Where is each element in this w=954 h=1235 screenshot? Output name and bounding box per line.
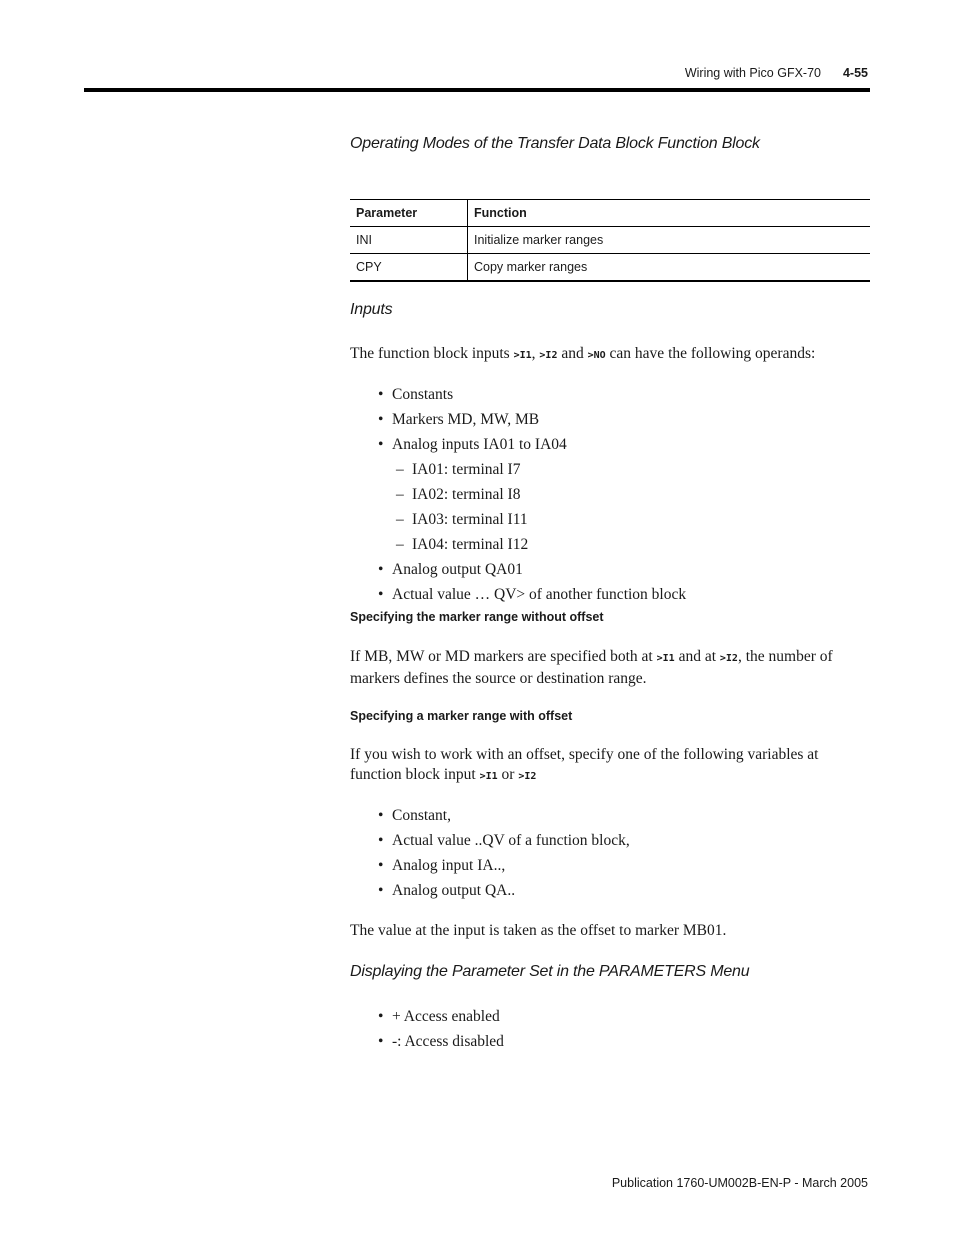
table-row [350,254,870,282]
offset-variables-list [378,803,630,903]
bullet-dash: – [396,486,404,503]
table-header-row [350,200,870,227]
bullet-dot: • [378,882,384,899]
table-cell-parameter: INI [350,227,468,254]
code-i2: >I2 [719,653,738,664]
running-header-title: Wiring with Pico GFX-70 [684,66,821,80]
operating-modes-table [350,199,870,282]
bullet-dot: • [378,857,384,874]
code-i1: >I1 [656,653,675,664]
text-run: If MB, MW or MD markers are specified both at [350,648,657,665]
bullet-dot: • [378,561,384,578]
text-run: If you wish to work with an offset, specify one of the following variables at function block input [350,746,819,783]
list-item [378,1004,504,1029]
table-cell-parameter: CPY [350,254,468,282]
operands-list [378,382,686,607]
list-subitem [378,457,686,482]
list-item [378,853,630,878]
with-offset-paragraph [350,745,870,787]
table-header-parameter: Parameter [350,200,468,227]
bullet-dot: • [378,1033,384,1050]
bullet-dot: • [378,411,384,428]
list-item [378,803,630,828]
bullet-dot: • [378,807,384,824]
list-item-text: Constant, [392,807,451,824]
list-item [378,1029,504,1054]
list-item [378,582,686,607]
list-item-text: Analog input IA.., [392,857,506,874]
bullet-dot: • [378,586,384,603]
list-subitem [378,532,686,557]
bullet-dot: • [378,1008,384,1025]
bullet-dash: – [396,461,404,478]
bullet-dot: • [378,436,384,453]
list-item-text: IA01: terminal I7 [412,461,521,478]
offset-note-paragraph: The value at the input is taken as the offset to marker MB01. [350,922,727,939]
code-i2: >I2 [539,350,558,361]
code-no: >NO [587,350,606,361]
list-item-text: IA03: terminal I11 [412,511,528,528]
list-subitem [378,507,686,532]
list-item-text: IA02: terminal I8 [412,486,521,503]
list-subitem [378,482,686,507]
list-item-text: IA04: terminal I12 [412,536,529,553]
access-list [378,1004,504,1054]
list-item [378,878,630,903]
header-rule [84,88,870,92]
bullet-dash: – [396,536,404,553]
list-item-text: Analog output QA01 [392,561,523,578]
heading-operating-modes: Operating Modes of the Transfer Data Block Function Block [350,135,760,152]
code-i1: >I1 [513,350,532,361]
table-cell-function: Initialize marker ranges [468,227,871,254]
text-run: The function block inputs [350,345,514,362]
text-run: , the number of markers defines the source or destination range. [350,648,833,687]
inputs-paragraph [350,344,870,366]
heading-inputs: Inputs [350,301,393,318]
table-header-function: Function [468,200,871,227]
bullet-dot: • [378,832,384,849]
list-item-text: -: Access disabled [392,1033,504,1050]
list-item-text: Constants [392,386,454,403]
code-i1: >I1 [479,771,498,782]
list-item-text: + Access enabled [392,1008,500,1025]
publication-footer: Publication 1760-UM002B-EN-P - March 2005 [611,1176,868,1190]
text-run: can have the following operands: [605,345,816,362]
heading-with-offset: Specifying a marker range with offset [350,709,573,723]
list-item-text: Analog inputs IA01 to IA04 [392,436,567,453]
without-offset-paragraph [350,647,870,689]
list-item-text: Actual value ..QV of a function block, [392,832,630,849]
list-item-text: Analog output QA.. [392,882,516,899]
list-item-text: Actual value … QV> of another function block [392,586,687,603]
text-run: and at [674,648,720,665]
list-item-text: Markers MD, MW, MB [392,411,540,428]
heading-without-offset: Specifying the marker range without offset [350,610,604,624]
list-item [378,557,686,582]
text-run: , [531,345,540,362]
list-item [378,407,686,432]
table-cell-function: Copy marker ranges [468,254,871,282]
list-item [378,828,630,853]
heading-display-parameters: Displaying the Parameter Set in the PARAMETERS Menu [350,963,750,980]
bullet-dot: • [378,386,384,403]
list-item [378,382,686,407]
text-run: and [557,345,588,362]
bullet-dash: – [396,511,404,528]
table-row [350,227,870,254]
text-run: or [497,766,519,783]
list-item [378,432,686,457]
page-number: 4-55 [842,66,868,80]
code-i2: >I2 [518,771,537,782]
